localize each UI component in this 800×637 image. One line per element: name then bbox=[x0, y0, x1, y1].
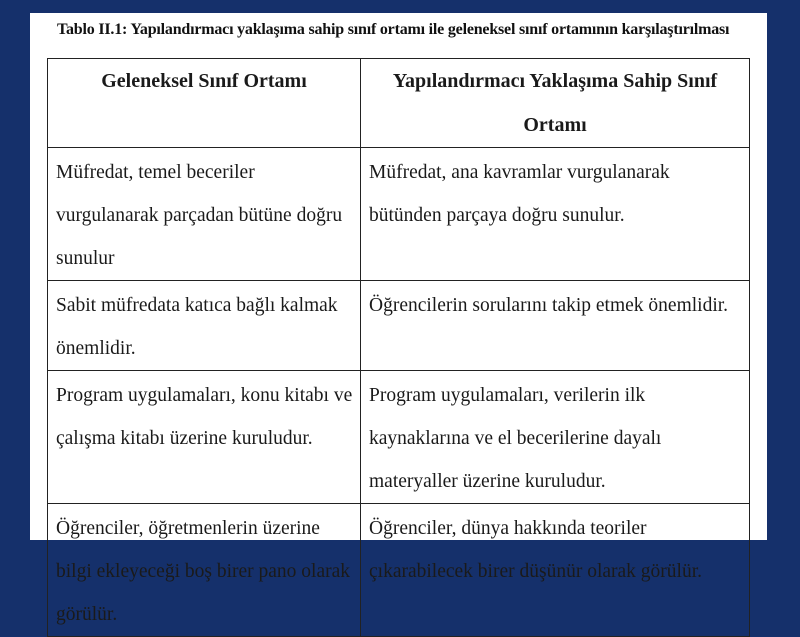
table-cell: Öğrenciler, öğretmenlerin üzerine bilgi ekleyeceği boş birer pano olarak görülür. bbox=[48, 504, 361, 637]
comparison-table bbox=[47, 58, 750, 637]
table-cell: Müfredat, temel beceriler vurgulanarak parçadan bütüne doğru sunulur bbox=[48, 148, 361, 281]
table-cell: Sabit müfredata katıca bağlı kalmak önemlidir. bbox=[48, 281, 361, 371]
table-cell: Öğrenciler, dünya hakkında teoriler çıkarabilecek birer düşünür olarak görülür. bbox=[361, 504, 750, 637]
table-cell: Program uygulamaları, konu kitabı ve çalışma kitabı üzerine kuruludur. bbox=[48, 371, 361, 504]
table-cell: Program uygulamaları, verilerin ilk kaynaklarına ve el becerilerine dayalı materyaller üzerine kuruludur. bbox=[361, 371, 750, 504]
table-cell: Müfredat, ana kavramlar vurgulanarak bütünden parçaya doğru sunulur. bbox=[361, 148, 750, 281]
table-header-row bbox=[48, 59, 750, 148]
table-row bbox=[48, 504, 750, 637]
document-page bbox=[30, 13, 767, 625]
table-cell: Öğrencilerin sorularını takip etmek önemlidir. bbox=[361, 281, 750, 371]
table-row bbox=[48, 371, 750, 504]
header-traditional-classroom: Geleneksel Sınıf Ortamı bbox=[48, 59, 361, 148]
table-row bbox=[48, 281, 750, 371]
header-constructivist-classroom: Yapılandırmacı Yaklaşıma Sahip Sınıf Ortamı bbox=[361, 59, 750, 148]
table-caption: Tablo II.1: Yapılandırmacı yaklaşıma sahip sınıf ortamı ile geleneksel sınıf ortamının karşılaştırılması bbox=[57, 21, 730, 38]
table-row bbox=[48, 148, 750, 281]
